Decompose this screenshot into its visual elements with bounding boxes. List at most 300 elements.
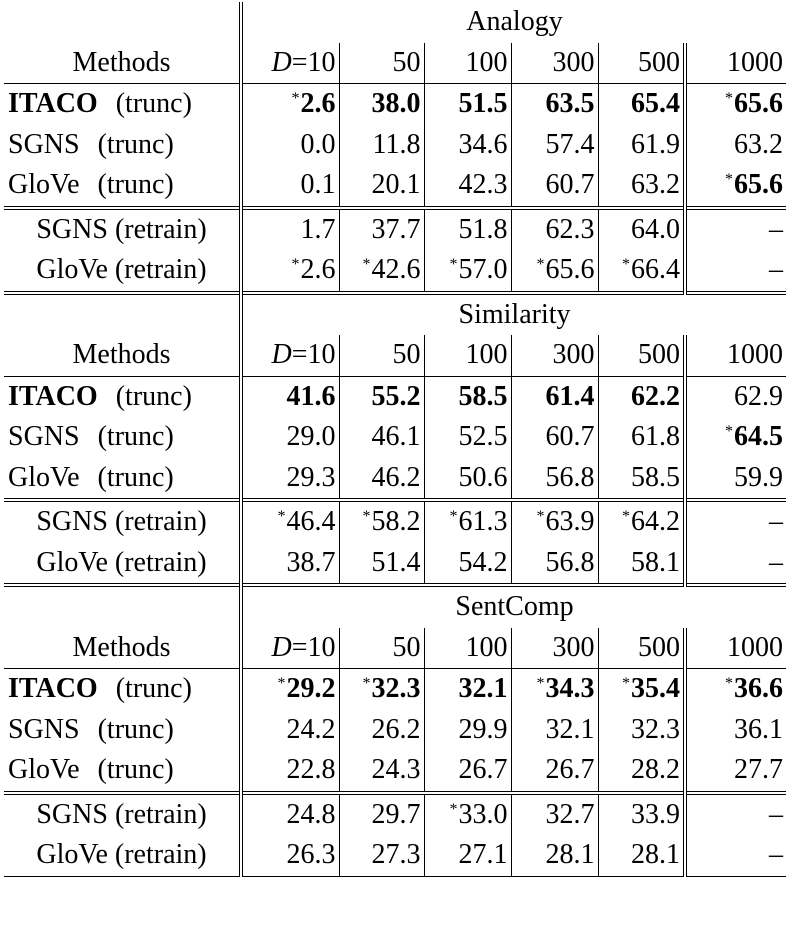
method-cell [4,208,241,251]
section-header-row [4,2,786,43]
value-cell [685,376,786,417]
value-text: 34.3 [545,673,595,705]
value-text: 51.4 [371,546,421,578]
value-cell [339,750,424,793]
value-text: 58.2 [371,506,421,538]
methods-header: Methods [72,339,171,371]
d-value: =10 [291,339,336,371]
col-header-d50: 50 [339,335,424,376]
method-cell [4,710,241,751]
value-text: 64.2 [631,506,680,538]
value-cell [685,500,786,543]
value-text: 2.6 [300,254,336,286]
value-cell [424,543,511,586]
method-cell [4,458,241,501]
method-cell [4,835,241,876]
method-cell [4,543,241,586]
value-text: 32.7 [545,798,595,830]
value-cell [241,543,339,586]
value-cell [424,125,511,166]
table-row [4,669,786,710]
value-cell [598,458,685,501]
method-name: SGNS [36,213,108,245]
value-text: 29.9 [458,713,508,745]
table-row [4,835,786,876]
value-cell [598,208,685,251]
method-cell [4,165,241,208]
method-variant: (retrain) [114,213,207,245]
method-name: ITACO [8,673,98,705]
column-header-row [4,628,786,669]
col-header-d500: 500 [598,335,685,376]
value-cell [511,208,598,251]
d-symbol: D [271,46,292,78]
value-cell [598,84,685,125]
col-header-d300: 300 [511,43,598,84]
value-text: 66.4 [631,254,680,286]
header-blank [4,585,241,628]
value-cell [241,710,339,751]
value-text: 60.7 [545,169,595,201]
value-text: 57.0 [458,254,508,286]
results-table [4,2,786,877]
value-cell [598,250,685,293]
value-cell [424,669,511,710]
value-text: 29.7 [371,798,421,830]
value-cell [598,376,685,417]
value-cell [339,669,424,710]
table-row [4,84,786,125]
header-blank [4,2,241,43]
significance-star: * [291,90,300,108]
value-cell [424,250,511,293]
method-name: GloVe [36,839,108,871]
significance-star: * [725,423,733,441]
value-text: 56.8 [545,546,595,578]
method-variant: (retrain) [114,506,207,538]
significance-star: * [277,675,286,693]
value-text: 42.6 [371,254,421,286]
value-text: 32.1 [458,673,508,705]
value-text: 29.2 [286,673,336,705]
value-cell [339,250,424,293]
value-cell [511,165,598,208]
method-cell [4,250,241,293]
value-cell [241,458,339,501]
value-cell [511,793,598,836]
col-header-d1000: 1000 [685,628,786,669]
value-cell [598,669,685,710]
value-cell [339,125,424,166]
value-cell [424,165,511,208]
method-name: SGNS [8,128,80,160]
col-header-d500: 500 [598,628,685,669]
value-text: 2.6 [300,88,336,120]
value-text: 63.5 [545,88,595,120]
methods-header: Methods [72,631,171,663]
header-blank [4,293,241,336]
value-cell [424,208,511,251]
value-cell [241,376,339,417]
method-variant: (retrain) [114,546,207,578]
col-header-d1000: 1000 [685,335,786,376]
value-text: 26.7 [545,754,595,786]
value-cell [685,543,786,586]
value-cell [424,376,511,417]
value-cell [511,376,598,417]
value-text: 33.0 [458,798,508,830]
value-text: 50.6 [458,461,508,493]
significance-star: * [725,675,733,693]
methods-header: Methods [72,46,171,78]
value-cell [511,125,598,166]
value-text: 65.6 [734,88,783,120]
value-cell [511,84,598,125]
method-variant: (trunc) [97,713,174,745]
value-cell [685,669,786,710]
value-cell [598,750,685,793]
value-text: 46.1 [371,421,421,453]
value-text: 46.2 [371,461,421,493]
column-header-row [4,335,786,376]
value-cell [511,543,598,586]
value-cell [339,458,424,501]
table-row [4,750,786,793]
value-cell [424,458,511,501]
value-text: 46.4 [286,506,336,538]
value-cell [511,417,598,458]
method-cell [4,376,241,417]
col-header-d100: 100 [424,335,511,376]
value-text: 32.3 [371,673,421,705]
method-variant: (retrain) [114,798,207,830]
value-cell [685,750,786,793]
col-header-d300: 300 [511,628,598,669]
value-text: 65.4 [631,88,680,120]
value-cell [685,417,786,458]
significance-star: * [725,171,733,189]
significance-star: * [362,675,371,693]
col-header-d50: 50 [339,43,424,84]
column-header-row [4,43,786,84]
value-cell [511,669,598,710]
significance-star: * [536,256,545,274]
value-cell [339,710,424,751]
value-cell [339,543,424,586]
section-header-row [4,585,786,628]
col-header-d10 [241,628,339,669]
value-text: – [769,213,783,245]
value-cell [241,669,339,710]
value-cell [241,84,339,125]
value-text: 37.7 [371,213,421,245]
table-row [4,208,786,251]
value-text: 36.6 [734,673,783,705]
value-cell [241,208,339,251]
value-cell [424,417,511,458]
value-text: 27.3 [371,839,421,871]
value-cell [598,710,685,751]
value-text: 0.0 [300,128,336,160]
value-cell [339,84,424,125]
value-text: – [769,506,783,538]
section-title: SentComp [241,585,786,628]
significance-star: * [291,256,300,274]
value-text: 33.9 [631,798,680,830]
col-header-d300: 300 [511,335,598,376]
table-row [4,710,786,751]
significance-star: * [622,675,630,693]
section-header-row [4,293,786,336]
method-cell [4,500,241,543]
method-cell [4,125,241,166]
section-title: Analogy [241,2,786,43]
value-text: 63.9 [545,506,595,538]
col-header-d100: 100 [424,628,511,669]
significance-star: * [536,508,545,526]
value-text: – [769,254,783,286]
value-cell [511,835,598,876]
value-text: 61.9 [631,128,680,160]
value-cell [598,125,685,166]
method-variant: (trunc) [97,128,174,160]
value-text: 29.0 [286,421,336,453]
col-header-d50: 50 [339,628,424,669]
value-cell [339,793,424,836]
section-title: Similarity [241,293,786,336]
value-text: 52.5 [458,421,508,453]
value-cell [424,500,511,543]
value-text: 55.2 [371,380,421,412]
value-text: 11.8 [372,128,421,160]
value-text: 20.1 [371,169,421,201]
method-cell [4,669,241,710]
col-header-d1000: 1000 [685,43,786,84]
value-text: 28.1 [545,839,595,871]
value-cell [241,165,339,208]
value-cell [339,417,424,458]
method-name: GloVe [8,169,80,201]
table-row [4,250,786,293]
value-cell [339,376,424,417]
value-text: 38.0 [371,88,421,120]
col-header-d10 [241,335,339,376]
value-cell [511,500,598,543]
value-text: 27.1 [458,839,508,871]
method-variant: (retrain) [114,839,207,871]
value-text: 58.5 [631,461,680,493]
value-text: 62.2 [631,380,680,412]
value-cell [685,793,786,836]
value-cell [424,835,511,876]
value-text: 32.1 [545,713,595,745]
significance-star: * [277,508,286,526]
value-text: 24.8 [286,798,336,830]
value-cell [241,125,339,166]
value-text: 26.3 [286,839,336,871]
value-cell [685,208,786,251]
value-text: 29.3 [286,461,336,493]
value-text: 27.7 [734,754,783,786]
value-cell [424,750,511,793]
significance-star: * [622,256,630,274]
d-symbol: D [271,339,292,371]
table-row [4,165,786,208]
method-variant: (trunc) [97,169,174,201]
value-cell [598,165,685,208]
table-row [4,500,786,543]
d-value: =10 [291,46,336,78]
method-name: SGNS [36,798,108,830]
d-value: =10 [291,631,336,663]
significance-star: * [362,508,371,526]
method-name: SGNS [36,506,108,538]
significance-star: * [449,800,458,818]
value-cell [598,417,685,458]
col-header-d500: 500 [598,43,685,84]
value-text: 58.1 [631,546,680,578]
method-cell [4,84,241,125]
value-text: 41.6 [286,380,336,412]
value-cell [339,835,424,876]
value-text: 56.8 [545,461,595,493]
value-text: 59.9 [734,461,783,493]
value-cell [685,458,786,501]
value-text: 34.6 [458,128,508,160]
method-name: GloVe [8,754,80,786]
value-text: 58.5 [458,380,508,412]
value-cell [241,750,339,793]
value-text: 61.3 [458,506,508,538]
value-cell [685,835,786,876]
table-row [4,458,786,501]
significance-star: * [449,508,458,526]
significance-star: * [449,256,458,274]
d-symbol: D [271,631,292,663]
value-text: 1.7 [300,213,336,245]
method-name: GloVe [36,254,108,286]
value-text: 57.4 [545,128,595,160]
value-cell [511,710,598,751]
value-cell [241,500,339,543]
value-cell [339,500,424,543]
value-cell [241,793,339,836]
value-text: 62.3 [545,213,595,245]
value-cell [598,543,685,586]
value-cell [241,417,339,458]
value-text: 54.2 [458,546,508,578]
value-cell [685,710,786,751]
method-name: ITACO [8,88,98,120]
value-text: 64.5 [734,421,783,453]
method-cell [4,417,241,458]
value-text: 61.4 [545,380,595,412]
value-text: 26.2 [371,713,421,745]
value-text: 65.6 [545,254,595,286]
value-cell [511,458,598,501]
method-cell [4,793,241,836]
table-row [4,793,786,836]
method-name: GloVe [8,461,80,493]
method-name: GloVe [36,546,108,578]
value-text: 63.2 [734,128,783,160]
value-text: 32.3 [631,713,680,745]
value-text: 0.1 [300,169,336,201]
method-variant: (trunc) [97,421,174,453]
value-text: 51.5 [458,88,508,120]
method-name: ITACO [8,380,98,412]
value-cell [685,165,786,208]
method-variant: (trunc) [115,88,192,120]
value-text: 42.3 [458,169,508,201]
value-cell [339,165,424,208]
value-text: 62.9 [734,380,783,412]
method-name: SGNS [8,713,80,745]
value-text: 51.8 [458,213,508,245]
value-cell [685,250,786,293]
value-cell [424,84,511,125]
value-cell [339,208,424,251]
method-variant: (trunc) [115,673,192,705]
value-cell [598,835,685,876]
value-text: 22.8 [286,754,336,786]
value-cell [685,84,786,125]
significance-star: * [362,256,371,274]
value-text: 35.4 [631,673,680,705]
table-row [4,125,786,166]
value-text: 64.0 [631,213,680,245]
value-text: 65.6 [734,169,783,201]
value-text: 60.7 [545,421,595,453]
value-text: 28.1 [631,839,680,871]
table-row [4,376,786,417]
method-variant: (trunc) [97,461,174,493]
value-cell [685,125,786,166]
value-text: 26.7 [458,754,508,786]
value-text: – [769,546,783,578]
method-variant: (trunc) [115,380,192,412]
value-text: 61.8 [631,421,680,453]
value-text: – [769,798,783,830]
significance-star: * [622,508,630,526]
value-cell [511,250,598,293]
col-header-d100: 100 [424,43,511,84]
value-cell [424,793,511,836]
method-variant: (trunc) [97,754,174,786]
significance-star: * [725,90,733,108]
value-cell [241,250,339,293]
value-text: 38.7 [286,546,336,578]
value-text: 24.2 [286,713,336,745]
significance-star: * [536,675,545,693]
method-name: SGNS [8,421,80,453]
value-text: 24.3 [371,754,421,786]
value-cell [598,793,685,836]
method-cell [4,750,241,793]
value-text: – [769,839,783,871]
value-text: 63.2 [631,169,680,201]
method-variant: (retrain) [114,254,207,286]
value-cell [241,835,339,876]
table-row [4,543,786,586]
col-header-d10 [241,43,339,84]
value-cell [598,500,685,543]
table-row [4,417,786,458]
value-cell [424,710,511,751]
value-text: 28.2 [631,754,680,786]
value-text: 36.1 [734,713,783,745]
value-cell [511,750,598,793]
